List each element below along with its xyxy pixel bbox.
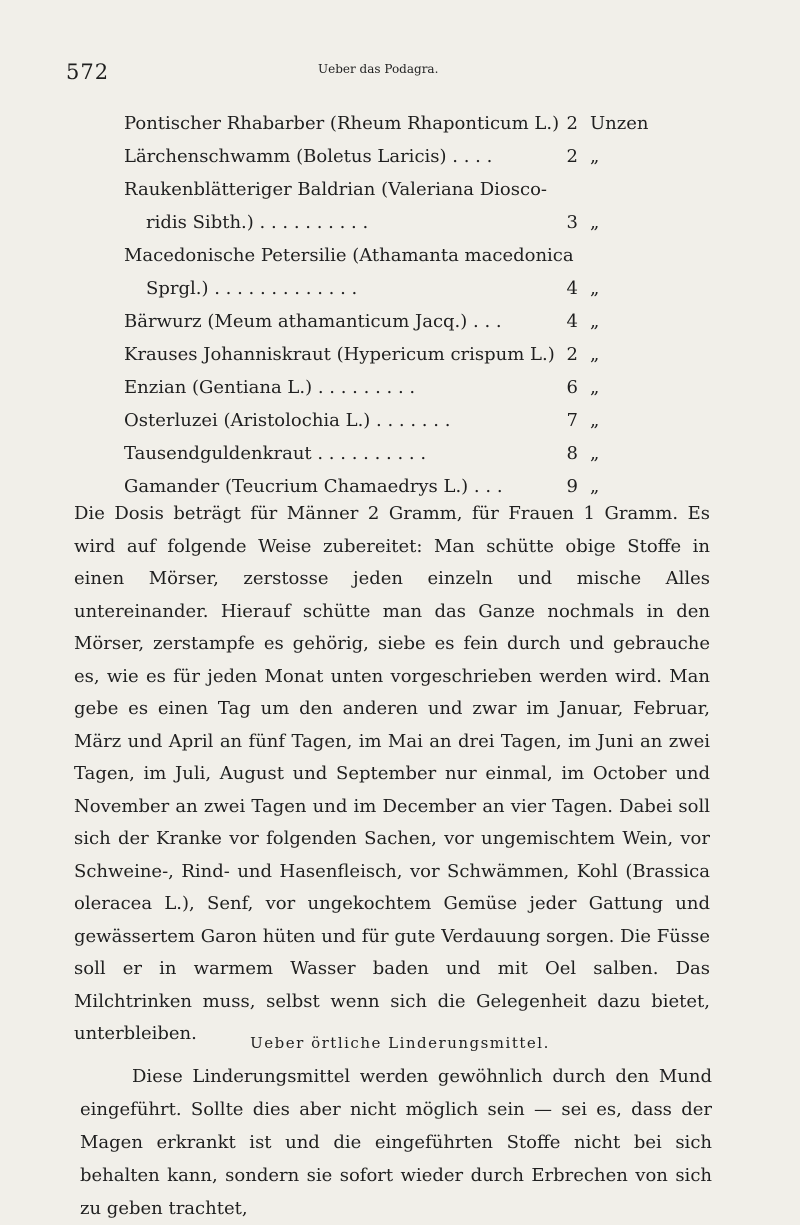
body-paragraph: Die Dosis beträgt für Männer 2 Gramm, für Frauen 1 Gramm. Es wird auf folgende Weise zubereitet: Man schütte obige Stoffe in einen Mörser, zerstosse jeden einzeln und mische Alles untereinander. Hierauf schütte man das Ganze nochmals in den Mörser, zerstampfe es gehörig, siebe es fein durch und gebrauche es, wie es für jeden Monat unten vorgeschrieben werden wird. Man gebe es einen Tag um den anderen und zwar im Januar, Februar, März und April an fünf Tagen, im Mai an drei Tagen, im Juni an zwei Tagen, im Juli, August und September nur einmal, im October und November an zwei Tagen und im December an vier Tagen. Dabei soll sich der Kranke vor folgenden Sachen, vor ungemischtem Wein, vor Schweine-, Rind- und Hasenfleisch, vor Schwämmen, Kohl (Brassica oleracea L.), Senf, vor ungekochtem Gemüse jeder Gattung und gewässertem Garon hüten und für gute Verdauung sorgen. Die Füsse soll er in warmem Wasser baden und mit Oel salben. Das Milchtrinken muss, selbst wenn sich die Gelegenheit dazu bietet, unterbleiben. (74, 503, 710, 1044)
ingredient-unit: „ (590, 311, 600, 332)
ingredient-name: Pontischer Rhabarber (Rheum Rhaponticum L.) (124, 113, 560, 134)
ingredient-unit: Unzen (590, 113, 649, 134)
recipe-item (120, 140, 660, 173)
ingredient-amount: 4 (566, 311, 578, 332)
ingredient-name: Enzian (Gentiana L.) . . . . . . . . . (124, 377, 416, 398)
ingredient-name: Krauses Johanniskraut (Hypericum crispum L.) (124, 344, 555, 365)
ingredient-unit: „ (590, 410, 600, 431)
recipe-item (120, 371, 660, 404)
ingredient-name: ridis Sibth.) . . . . . . . . . . (146, 212, 369, 233)
section-heading: Ueber örtliche Linderungsmittel. (250, 1034, 550, 1052)
ingredient-name: Tausendguldenkraut . . . . . . . . . . (124, 443, 427, 464)
ingredient-unit: „ (590, 212, 600, 233)
recipe-list (120, 107, 660, 503)
recipe-item (120, 404, 660, 437)
ingredient-name: Lärchenschwamm (Boletus Laricis) . . . . (124, 146, 493, 167)
running-head: Ueber das Podagra. (318, 62, 439, 76)
recipe-item-continuation (120, 206, 660, 239)
recipe-item (120, 338, 660, 371)
ingredient-amount: 4 (566, 278, 578, 299)
ingredient-name: Gamander (Teucrium Chamaedrys L.) . . . (124, 476, 503, 497)
ingredient-name: Raukenblätteriger Baldrian (Valeriana Diosco- (124, 179, 547, 200)
ingredient-name: Bärwurz (Meum athamanticum Jacq.) . . . (124, 311, 502, 332)
ingredient-amount: 9 (566, 476, 578, 497)
ingredient-name: Osterluzei (Aristolochia L.) . . . . . . . (124, 410, 451, 431)
ingredient-amount: 7 (566, 410, 578, 431)
ingredient-unit: „ (590, 476, 600, 497)
recipe-item (120, 305, 660, 338)
ingredient-name: Sprgl.) . . . . . . . . . . . . . (146, 278, 358, 299)
ingredient-amount: 2 (566, 146, 578, 167)
recipe-item (120, 107, 660, 140)
ingredient-name: Macedonische Petersilie (Athamanta macedonica (124, 245, 574, 266)
recipe-item-continuation (120, 272, 660, 305)
ingredient-unit: „ (590, 443, 600, 464)
ingredient-amount: 2 (566, 113, 578, 134)
recipe-item (120, 173, 660, 206)
ingredient-amount: 8 (566, 443, 578, 464)
recipe-item (120, 437, 660, 470)
ingredient-amount: 3 (566, 212, 578, 233)
ingredient-amount: 6 (566, 377, 578, 398)
recipe-item (120, 239, 660, 272)
page-number: 572 (66, 60, 110, 84)
body-paragraph: Diese Linderungsmittel werden gewöhnlich durch den Mund eingeführt. Sollte dies aber nicht möglich sein — sei es, dass der Magen erkrankt ist und die eingeführten Stoffe nicht bei sich behalten kann, sondern sie sofort wieder durch Erbrechen von sich zu geben trachtet, (80, 1066, 712, 1219)
ingredient-unit: „ (590, 344, 600, 365)
ingredient-unit: „ (590, 146, 600, 167)
ingredient-unit: „ (590, 278, 600, 299)
ingredient-amount: 2 (566, 344, 578, 365)
ingredient-unit: „ (590, 377, 600, 398)
